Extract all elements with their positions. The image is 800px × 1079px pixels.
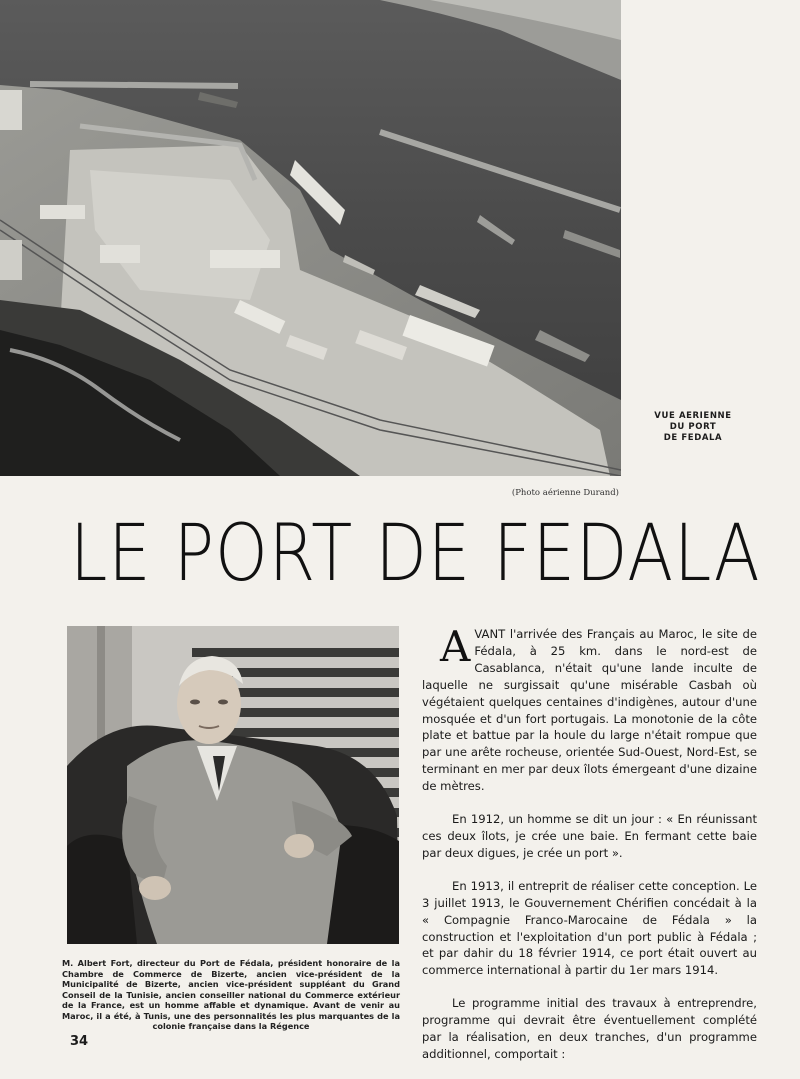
page-number: 34	[70, 1034, 89, 1049]
article-paragraph-4: Le programme initial des travaux à entreprendre, programme qui devrait être éventuellement complété par la réalisation, en deux tranches, d'un programme additionnel, comportait :	[422, 996, 757, 1061]
article-paragraph-3: En 1913, il entreprit de réaliser cette conception. Le 3 juillet 1913, le Gouvernement Chérifien concédait à la « Compagnie Franco-Marocaine de Fédala » la construction et l'exploitation d'un port public à Fédala ; et par dahir du 18 février 1914, ce port était ouvert au commerce international à partir du 1er mars 1914.	[422, 878, 757, 978]
aerial-caption-line1: VUE AERIENNE	[654, 411, 732, 421]
article-paragraph-1-text: VANT l'arrivée des Français au Maroc, le site de Fédala, à 25 km. dans le nord-est de Casablanca, n'était qu'une lande inculte de laquelle ne surgissait qu'une misérable Casbah où végétaient quelques centaines d'indigènes, autour d'une mosquée et d'un fort portugais. La monotonie de la côte plate et battue par la houle du large n'était rompue que par une arête rocheuse, orientée Sud-Ouest, Nord-Est, se terminant en mer par deux îlots émergeant d'une dizaine de mètres.	[422, 627, 757, 794]
aerial-photo-caption	[638, 411, 748, 444]
article-title: LE PORT DE FEDALA	[70, 509, 761, 599]
aerial-caption-line2: DU PORT	[669, 422, 717, 432]
aerial-photo	[0, 0, 621, 476]
aerial-photo-illustration	[0, 0, 621, 476]
drop-cap: A	[440, 622, 471, 671]
portrait-caption: M. Albert Fort, directeur du Port de Fédala, président honoraire de la Chambre de Commerce de Bizerte, ancien vice-président de la Municipalité de Bizerte, ancien vice-président suppléant du Grand Conseil de la Tunisie, ancien conseiller national du Commerce extérieur de la France, est un homme affable et dynamique. Avant de venir au Maroc, il a été, à Tunis, une des personnalités les plus marquantes de la colonie française dans la Régence	[62, 958, 400, 1031]
portrait-illustration	[67, 626, 399, 944]
article-paragraph-1	[422, 622, 757, 795]
aerial-caption-line3: DE FEDALA	[663, 433, 723, 443]
article-body	[422, 622, 757, 1079]
article-paragraph-2: En 1912, un homme se dit un jour : « En réunissant ces deux îlots, je crée une baie. En fermant cette baie par deux digues, je crée un port ».	[422, 812, 757, 860]
photo-credit: (Photo aérienne Durand)	[511, 488, 619, 498]
portrait-photo	[67, 626, 399, 944]
